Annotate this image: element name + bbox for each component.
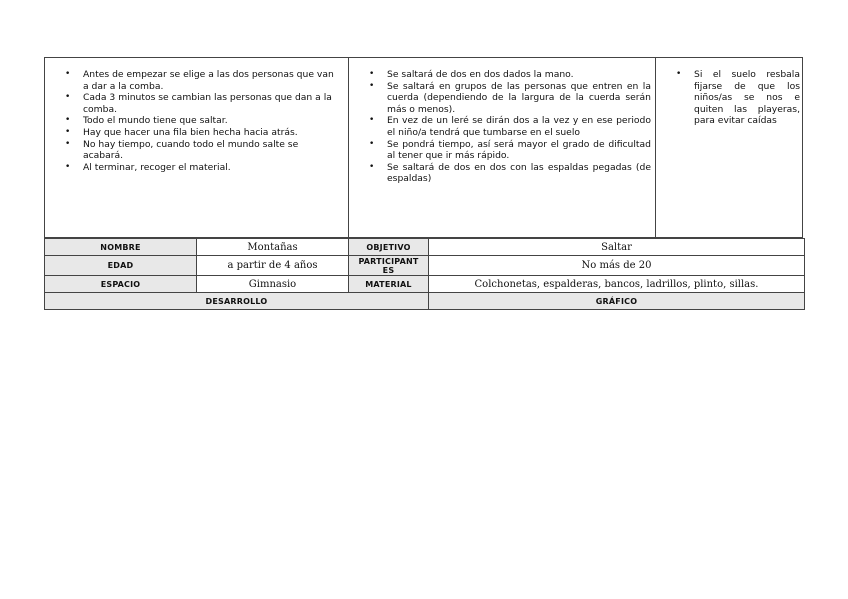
grafico-header: GRÁFICO bbox=[429, 293, 805, 310]
activity-info-table bbox=[44, 238, 805, 310]
variants-column bbox=[349, 58, 656, 237]
list-item: • No hay tiempo, cuando todo el mundo salte se acabará. bbox=[65, 139, 340, 162]
list-item: • Se saltará de dos en dos con las espaldas pegadas (de espaldas) bbox=[369, 162, 651, 185]
nombre-value: Montañas bbox=[197, 239, 349, 256]
list-item: • Se pondrá tiempo, así será mayor el grado de dificultad al tener que ir más rápido. bbox=[369, 139, 651, 162]
table-row bbox=[45, 276, 805, 293]
variants-list bbox=[369, 69, 651, 185]
table-row bbox=[45, 256, 805, 276]
safety-list bbox=[676, 69, 800, 127]
list-item: • Al terminar, recoger el material. bbox=[65, 162, 340, 174]
list-item: • Si el suelo resbala fijarse de que los niños/as se nos e quiten las playeras, para evitar caídas bbox=[676, 69, 800, 127]
participantes-label-line-2: ES bbox=[382, 266, 395, 275]
espacio-value: Gimnasio bbox=[197, 276, 349, 293]
material-value: Colchonetas, espalderas, bancos, ladrillos, plinto, sillas. bbox=[429, 276, 805, 293]
rules-list bbox=[65, 69, 340, 173]
participantes-label bbox=[349, 256, 429, 276]
rules-column bbox=[45, 58, 349, 237]
objetivo-value: Saltar bbox=[429, 239, 805, 256]
activity-description-box bbox=[44, 57, 803, 238]
edad-label: EDAD bbox=[45, 256, 197, 276]
nombre-label: NOMBRE bbox=[45, 239, 197, 256]
table-row bbox=[45, 293, 805, 310]
material-label: MATERIAL bbox=[349, 276, 429, 293]
objetivo-label: OBJETIVO bbox=[349, 239, 429, 256]
list-item: • En vez de un leré se dirán dos a la vez y en ese periodo el niño/a tendrá que tumbarse en el suelo bbox=[369, 115, 651, 138]
participantes-label-line-1: PARTICIPANT bbox=[358, 257, 419, 266]
list-item: • Hay que hacer una fila bien hecha hacia atrás. bbox=[65, 127, 340, 139]
list-item: • Se saltará de dos en dos dados la mano. bbox=[369, 69, 651, 81]
participantes-value: No más de 20 bbox=[429, 256, 805, 276]
desarrollo-header: DESARROLLO bbox=[45, 293, 429, 310]
list-item: • Se saltará en grupos de las personas que entren en la cuerda (dependiendo de la largura de la cuerda serán más o menos). bbox=[369, 81, 651, 116]
table-row bbox=[45, 239, 805, 256]
edad-value: a partir de 4 años bbox=[197, 256, 349, 276]
list-item: • Cada 3 minutos se cambian las personas que dan a la comba. bbox=[65, 92, 340, 115]
list-item: • Antes de empezar se elige a las dos personas que van a dar a la comba. bbox=[65, 69, 340, 92]
espacio-label: ESPACIO bbox=[45, 276, 197, 293]
list-item: • Todo el mundo tiene que saltar. bbox=[65, 115, 340, 127]
safety-column bbox=[656, 58, 802, 237]
